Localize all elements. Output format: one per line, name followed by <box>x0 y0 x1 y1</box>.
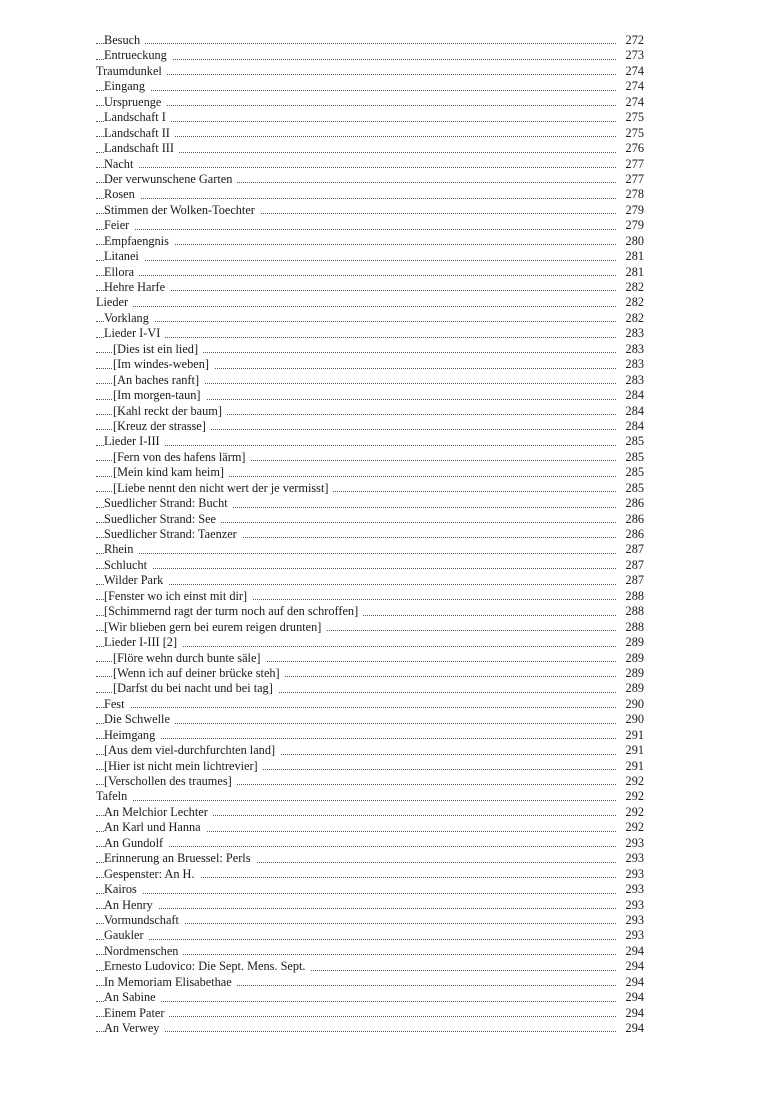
toc-entry-page-number: 291 <box>616 728 644 743</box>
toc-entry-title: [Wir blieben gern bei eurem reigen drunten] <box>104 620 326 635</box>
toc-entry[interactable] <box>0 959 770 974</box>
toc-entry[interactable] <box>0 851 770 866</box>
toc-entry[interactable] <box>0 743 770 758</box>
table-of-contents <box>0 33 770 1036</box>
toc-entry[interactable] <box>0 759 770 774</box>
toc-entry-page-number: 276 <box>616 141 644 156</box>
toc-entry-title: Landschaft III <box>104 141 179 156</box>
toc-entry-page-number: 292 <box>616 805 644 820</box>
toc-entry-page-number: 291 <box>616 743 644 758</box>
toc-entry[interactable] <box>0 805 770 820</box>
toc-entry[interactable] <box>0 64 770 79</box>
toc-entry-title: [Dies ist ein lied] <box>113 342 203 357</box>
toc-entry-page-number: 288 <box>616 604 644 619</box>
toc-entry-title: Gaukler <box>104 928 149 943</box>
toc-entry-page-number: 281 <box>616 265 644 280</box>
toc-entry-title: Landschaft II <box>104 126 175 141</box>
toc-entry[interactable] <box>0 95 770 110</box>
toc-entry-page-number: 288 <box>616 620 644 635</box>
toc-entry-page-number: 283 <box>616 357 644 372</box>
dot-leader <box>96 573 616 588</box>
toc-entry-title: Nacht <box>104 157 138 172</box>
toc-entry-page-number: 275 <box>616 126 644 141</box>
toc-entry[interactable] <box>0 33 770 48</box>
dot-leader <box>96 249 616 264</box>
toc-entry-title: An Gundolf <box>104 836 168 851</box>
toc-entry-page-number: 284 <box>616 404 644 419</box>
toc-entry-title: [Aus dem viel-durchfurchten land] <box>104 743 280 758</box>
toc-entry[interactable] <box>0 728 770 743</box>
toc-entry[interactable] <box>0 820 770 835</box>
toc-entry-title: Rhein <box>104 542 138 557</box>
toc-entry-page-number: 293 <box>616 928 644 943</box>
toc-entry-title: [Kahl reckt der baum] <box>113 404 227 419</box>
toc-entry-page-number: 287 <box>616 573 644 588</box>
toc-entry[interactable] <box>0 666 770 681</box>
toc-entry-title: An Henry <box>104 898 158 913</box>
toc-entry[interactable] <box>0 187 770 202</box>
toc-entry-page-number: 293 <box>616 882 644 897</box>
toc-entry-title: [Fern von des hafens lärm] <box>113 450 251 465</box>
toc-entry[interactable] <box>0 604 770 619</box>
toc-entry-page-number: 292 <box>616 820 644 835</box>
toc-entry-title: Heimgang <box>104 728 160 743</box>
toc-entry-page-number: 294 <box>616 944 644 959</box>
toc-entry-page-number: 293 <box>616 851 644 866</box>
toc-entry[interactable] <box>0 342 770 357</box>
toc-entry-page-number: 285 <box>616 450 644 465</box>
dot-leader <box>96 434 616 449</box>
toc-entry-title: Erinnerung an Bruessel: Perls <box>104 851 256 866</box>
toc-entry-page-number: 291 <box>616 759 644 774</box>
toc-entry-page-number: 289 <box>616 681 644 696</box>
toc-entry[interactable] <box>0 388 770 403</box>
toc-entry-title: An Karl und Hanna <box>104 820 206 835</box>
dot-leader <box>96 1006 616 1021</box>
toc-entry-page-number: 294 <box>616 990 644 1005</box>
toc-entry-title: Suedlicher Strand: Bucht <box>104 496 233 511</box>
toc-entry-title: [Verschollen des traumes] <box>104 774 237 789</box>
toc-entry-title: An Sabine <box>104 990 161 1005</box>
toc-entry[interactable] <box>0 651 770 666</box>
toc-entry-title: Besuch <box>104 33 145 48</box>
dot-leader <box>96 882 616 897</box>
toc-entry-page-number: 283 <box>616 326 644 341</box>
toc-entry[interactable] <box>0 48 770 63</box>
toc-entry-title: An Verwey <box>104 1021 164 1036</box>
toc-entry-title: Tafeln <box>96 789 132 804</box>
toc-entry-title: Vormundschaft <box>104 913 184 928</box>
toc-entry[interactable] <box>0 404 770 419</box>
toc-entry[interactable] <box>0 975 770 990</box>
toc-entry-page-number: 294 <box>616 1021 644 1036</box>
toc-entry[interactable] <box>0 990 770 1005</box>
toc-entry[interactable] <box>0 110 770 125</box>
dot-leader <box>96 218 616 233</box>
toc-entry-page-number: 293 <box>616 913 644 928</box>
toc-entry-page-number: 272 <box>616 33 644 48</box>
toc-entry-page-number: 294 <box>616 1006 644 1021</box>
toc-entry-title: [Fenster wo ich einst mit dir] <box>104 589 252 604</box>
toc-entry-title: Rosen <box>104 187 140 202</box>
toc-entry-title: Empfaengnis <box>104 234 174 249</box>
toc-entry-title: Litanei <box>104 249 144 264</box>
toc-entry-page-number: 274 <box>616 64 644 79</box>
toc-entry-page-number: 284 <box>616 388 644 403</box>
toc-entry[interactable] <box>0 481 770 496</box>
toc-entry-page-number: 293 <box>616 836 644 851</box>
toc-entry-page-number: 285 <box>616 481 644 496</box>
toc-entry-page-number: 287 <box>616 558 644 573</box>
toc-entry[interactable] <box>0 1021 770 1036</box>
toc-entry-page-number: 285 <box>616 465 644 480</box>
toc-entry[interactable] <box>0 712 770 727</box>
toc-entry-title: Kairos <box>104 882 142 897</box>
dot-leader <box>96 728 616 743</box>
toc-entry-page-number: 288 <box>616 589 644 604</box>
dot-leader <box>96 697 616 712</box>
toc-entry[interactable] <box>0 141 770 156</box>
toc-entry-title: Suedlicher Strand: Taenzer <box>104 527 242 542</box>
toc-entry[interactable] <box>0 434 770 449</box>
toc-entry[interactable] <box>0 928 770 943</box>
toc-entry-title: Nordmenschen <box>104 944 183 959</box>
toc-entry-page-number: 285 <box>616 434 644 449</box>
dot-leader <box>96 990 616 1005</box>
toc-entry-page-number: 282 <box>616 311 644 326</box>
toc-entry-title: [Im morgen-taun] <box>113 388 206 403</box>
toc-entry[interactable] <box>0 697 770 712</box>
toc-entry-title: Hehre Harfe <box>104 280 170 295</box>
toc-entry[interactable] <box>0 218 770 233</box>
dot-leader <box>96 311 616 326</box>
toc-entry-page-number: 283 <box>616 373 644 388</box>
toc-entry[interactable] <box>0 326 770 341</box>
toc-entry-page-number: 273 <box>616 48 644 63</box>
toc-entry-page-number: 289 <box>616 666 644 681</box>
toc-entry-page-number: 284 <box>616 419 644 434</box>
toc-entry-page-number: 286 <box>616 496 644 511</box>
toc-entry[interactable] <box>0 357 770 372</box>
dot-leader <box>96 558 616 573</box>
toc-entry-page-number: 279 <box>616 203 644 218</box>
toc-entry-title: Lieder I-III <box>104 434 165 449</box>
toc-entry-title: Fest <box>104 697 130 712</box>
dot-leader <box>96 79 616 94</box>
toc-entry-title: Der verwunschene Garten <box>104 172 237 187</box>
toc-entry[interactable] <box>0 1006 770 1021</box>
toc-entry[interactable] <box>0 898 770 913</box>
toc-entry-page-number: 293 <box>616 898 644 913</box>
toc-entry-title: [Flöre wehn durch bunte säle] <box>113 651 266 666</box>
toc-entry-title: [Wenn ich auf deiner brücke steh] <box>113 666 285 681</box>
toc-entry-page-number: 275 <box>616 110 644 125</box>
toc-entry[interactable] <box>0 589 770 604</box>
toc-entry[interactable] <box>0 789 770 804</box>
toc-entry[interactable] <box>0 913 770 928</box>
toc-entry-title: [Kreuz der strasse] <box>113 419 211 434</box>
toc-entry[interactable] <box>0 203 770 218</box>
toc-entry-title: An Melchior Lechter <box>104 805 213 820</box>
toc-entry-page-number: 277 <box>616 172 644 187</box>
toc-entry[interactable] <box>0 558 770 573</box>
toc-entry[interactable] <box>0 496 770 511</box>
toc-entry[interactable] <box>0 126 770 141</box>
toc-entry[interactable] <box>0 774 770 789</box>
toc-entry-page-number: 280 <box>616 234 644 249</box>
toc-entry-title: Wilder Park <box>104 573 168 588</box>
toc-entry-page-number: 289 <box>616 635 644 650</box>
toc-entry[interactable] <box>0 311 770 326</box>
dot-leader <box>96 898 616 913</box>
toc-entry[interactable] <box>0 573 770 588</box>
dot-leader <box>96 157 616 172</box>
toc-entry-page-number: 289 <box>616 651 644 666</box>
toc-entry[interactable] <box>0 867 770 882</box>
toc-entry[interactable] <box>0 265 770 280</box>
dot-leader <box>96 64 616 79</box>
toc-entry-page-number: 293 <box>616 867 644 882</box>
toc-entry-page-number: 287 <box>616 542 644 557</box>
toc-entry-page-number: 290 <box>616 697 644 712</box>
dot-leader <box>96 789 616 804</box>
toc-entry-title: Ernesto Ludovico: Die Sept. Mens. Sept. <box>104 959 311 974</box>
toc-entry-title: Lieder I-III [2] <box>104 635 182 650</box>
toc-entry-title: Schlucht <box>104 558 152 573</box>
toc-entry-page-number: 274 <box>616 79 644 94</box>
toc-entry-title: Vorklang <box>104 311 154 326</box>
toc-entry[interactable] <box>0 234 770 249</box>
toc-entry-page-number: 282 <box>616 280 644 295</box>
dot-leader <box>96 48 616 63</box>
toc-entry[interactable] <box>0 157 770 172</box>
toc-entry-page-number: 278 <box>616 187 644 202</box>
toc-entry-page-number: 286 <box>616 527 644 542</box>
toc-entry[interactable] <box>0 373 770 388</box>
dot-leader <box>96 295 616 310</box>
toc-entry-title: Suedlicher Strand: See <box>104 512 221 527</box>
toc-entry[interactable] <box>0 249 770 264</box>
toc-entry-title: Feier <box>104 218 134 233</box>
toc-entry[interactable] <box>0 527 770 542</box>
toc-entry[interactable] <box>0 172 770 187</box>
toc-entry[interactable] <box>0 944 770 959</box>
toc-entry[interactable] <box>0 635 770 650</box>
toc-entry[interactable] <box>0 512 770 527</box>
toc-entry-page-number: 282 <box>616 295 644 310</box>
toc-entry-title: Entrueckung <box>104 48 172 63</box>
toc-entry-page-number: 286 <box>616 512 644 527</box>
toc-entry-title: [Liebe nennt den nicht wert der je vermisst] <box>113 481 333 496</box>
toc-entry-page-number: 279 <box>616 218 644 233</box>
dot-leader <box>96 1021 616 1036</box>
toc-entry-title: Ellora <box>104 265 139 280</box>
toc-entry[interactable] <box>0 419 770 434</box>
toc-entry-title: Die Schwelle <box>104 712 175 727</box>
dot-leader <box>96 265 616 280</box>
toc-entry[interactable] <box>0 542 770 557</box>
toc-entry-title: Stimmen der Wolken-Toechter <box>104 203 260 218</box>
dot-leader <box>96 234 616 249</box>
toc-entry-title: [Darfst du bei nacht und bei tag] <box>113 681 278 696</box>
dot-leader <box>96 33 616 48</box>
dot-leader <box>96 110 616 125</box>
dot-leader <box>96 542 616 557</box>
dot-leader <box>96 280 616 295</box>
dot-leader <box>96 187 616 202</box>
toc-entry[interactable] <box>0 882 770 897</box>
toc-entry-page-number: 294 <box>616 959 644 974</box>
toc-entry-title: Landschaft I <box>104 110 171 125</box>
toc-entry-page-number: 283 <box>616 342 644 357</box>
toc-entry-title: [Mein kind kam heim] <box>113 465 229 480</box>
toc-entry[interactable] <box>0 450 770 465</box>
dot-leader <box>96 95 616 110</box>
toc-entry[interactable] <box>0 295 770 310</box>
toc-entry-title: [Schimmernd ragt der turm noch auf den schroffen] <box>104 604 363 619</box>
toc-entry[interactable] <box>0 620 770 635</box>
toc-entry-title: Gespenster: An H. <box>104 867 200 882</box>
toc-entry-title: Urspruenge <box>104 95 166 110</box>
toc-entry-title: Einem Pater <box>104 1006 169 1021</box>
toc-entry-title: Traumdunkel <box>96 64 167 79</box>
toc-entry[interactable] <box>0 681 770 696</box>
toc-entry-page-number: 274 <box>616 95 644 110</box>
toc-entry-page-number: 292 <box>616 774 644 789</box>
dot-leader <box>96 326 616 341</box>
toc-entry[interactable] <box>0 280 770 295</box>
toc-entry-page-number: 292 <box>616 789 644 804</box>
toc-entry-title: In Memoriam Elisabethae <box>104 975 237 990</box>
dot-leader <box>96 836 616 851</box>
toc-entry[interactable] <box>0 79 770 94</box>
toc-entry-page-number: 294 <box>616 975 644 990</box>
dot-leader <box>96 928 616 943</box>
toc-entry-page-number: 277 <box>616 157 644 172</box>
toc-entry[interactable] <box>0 465 770 480</box>
toc-entry-page-number: 290 <box>616 712 644 727</box>
toc-entry-title: [Hier ist nicht mein lichtrevier] <box>104 759 263 774</box>
toc-entry-page-number: 281 <box>616 249 644 264</box>
toc-entry-title: Lieder <box>96 295 133 310</box>
toc-entry-title: Eingang <box>104 79 150 94</box>
toc-entry-title: [Im windes-weben] <box>113 357 214 372</box>
toc-entry-title: Lieder I-VI <box>104 326 165 341</box>
toc-entry-title: [An baches ranft] <box>113 373 204 388</box>
toc-entry[interactable] <box>0 836 770 851</box>
